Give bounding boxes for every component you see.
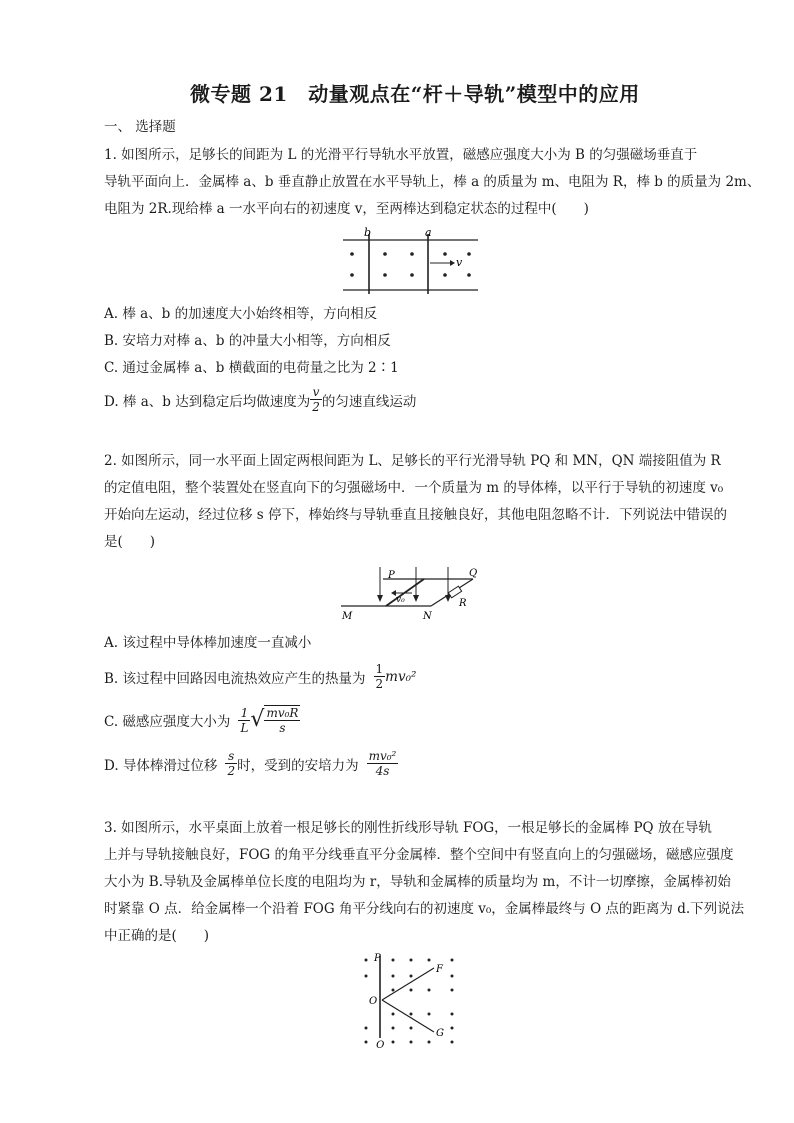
q1-option-d-text: D. 棒 a、b 达到稳定后均做速度为 bbox=[104, 393, 311, 410]
q2-option-a: A. 该过程中导体棒加速度一直减小 bbox=[104, 635, 312, 651]
q2-figure bbox=[338, 565, 488, 623]
q1-option-a: A. 棒 a、b 的加速度大小始终相等，方向相反 bbox=[104, 306, 378, 322]
q2-stem-line-1: 2. 如图所示，同一水平面上固定两根间距为 L、足够长的平行光滑导轨 PQ 和 MN，QN 端接阻值为 R bbox=[104, 453, 721, 469]
svg-text:R: R bbox=[459, 598, 467, 609]
q2-stem-line-2: 的定值电阻，整个装置处在竖直向下的匀强磁场中．一个质量为 m 的导体棒，以平行于导轨的初速度 v₀ bbox=[104, 480, 724, 496]
svg-text:P: P bbox=[388, 570, 395, 581]
q3-stem-line-2: 上并与导轨接触良好，FOG 的角平分线垂直平分金属棒．整个空间中有竖直向上的匀强磁场，磁感应强度 bbox=[104, 847, 734, 863]
q3-stem-line-3: 大小为 B.导轨及金属棒单位长度的电阻均为 r，导轨和金属棒的质量均为 m，不计一切摩擦，金属棒初始 bbox=[104, 874, 731, 890]
page-title: 微专题 21 动量观点在“杆＋导轨”模型中的应用 bbox=[190, 82, 640, 106]
q2-stem-line-4: 是( ) bbox=[104, 534, 156, 550]
q3-stem-line-5: 中正确的是( ) bbox=[104, 928, 210, 944]
q3-figure bbox=[360, 952, 466, 1048]
rod-a-label: a bbox=[425, 226, 432, 239]
q2-option-c-radicand: $\frac{\text{mv₀R}}{s}$ bbox=[266, 706, 299, 735]
q2-option-d-force-fraction: $\frac{\text{mv₀²}}{4s}$ bbox=[368, 749, 397, 778]
section-heading: 一、 选择题 bbox=[104, 119, 176, 135]
svg-text:G: G bbox=[436, 1028, 444, 1039]
q1-stem-line-2: 导轨平面向上．金属棒 a、b 垂直静止放置在水平导轨上，棒 a 的质量为 m、电阻为 R，棒 b 的质量为 2m、 bbox=[104, 174, 761, 190]
svg-text:F: F bbox=[436, 964, 443, 975]
svg-text:M: M bbox=[342, 611, 353, 622]
q1-option-d-fraction: $\frac{v}{2}$ bbox=[312, 385, 320, 414]
q2-option-c-fraction: $\frac{1}{L}$ bbox=[240, 705, 249, 735]
q1-option-b: B. 安培力对棒 a、b 的冲量大小相等，方向相反 bbox=[104, 333, 391, 349]
q2-stem-line-3: 开始向左运动，经过位移 s 停下，棒始终与导轨垂直且接触良好，其他电阻忽略不计．下列说法中错误的 bbox=[104, 507, 728, 523]
q2-option-d-distance-fraction: $\frac{s}{2}$ bbox=[227, 749, 236, 778]
q2-option-c: C. 磁感应强度大小为 $\frac{1}{L}$ √ $\frac{\text{mv₀R}}{s}$ bbox=[104, 705, 299, 735]
svg-text:P: P bbox=[374, 953, 381, 964]
svg-text:Q: Q bbox=[376, 1040, 385, 1048]
svg-text:Q: Q bbox=[469, 568, 478, 579]
q1-option-c: C. 通过金属棒 a、b 横截面的电荷量之比为 2∶1 bbox=[104, 360, 399, 376]
q1-stem-line-3: 电阻为 2R.现给棒 a 一水平向右的初速度 v，至两棒达到稳定状态的过程中( ) bbox=[104, 201, 589, 217]
q2-option-b: B. 该过程中回路因电流热效应产生的热量为 $\frac{1}{2}$ mv₀² bbox=[104, 662, 417, 691]
svg-text:O: O bbox=[369, 996, 378, 1007]
q1-option-d bbox=[104, 385, 416, 414]
q1-figure bbox=[338, 226, 484, 294]
velocity-label: v bbox=[456, 256, 463, 269]
rail-og bbox=[382, 1000, 434, 1032]
q3-stem-line-1: 3. 如图所示，水平桌面上放着一根足够长的刚性折线形导轨 FOG，一根足够长的金属棒 PQ 放在导轨 bbox=[104, 820, 712, 836]
svg-text:v₀: v₀ bbox=[396, 595, 405, 605]
q1-option-d-suffix: 的匀速直线运动 bbox=[321, 393, 417, 410]
q1-stem-line-1: 1. 如图所示，足够长的间距为 L 的光滑平行导轨水平放置，磁感应强度大小为 B 的匀强磁场垂直于 bbox=[104, 147, 698, 163]
q2-option-d: D. 导体棒滑过位移 $\frac{s}{2}$ 时，受到的安培力为 $\frac{\text{mv₀²}}{4s}$ bbox=[104, 749, 397, 778]
rod-b-label: b bbox=[364, 226, 372, 239]
svg-text:N: N bbox=[423, 611, 432, 622]
rail-of bbox=[382, 968, 434, 1000]
q3-stem-line-4: 时紧靠 O 点．给金属棒一个沿着 FOG 角平分线向右的初速度 v₀，金属棒最终与 O 点的距离为 d.下列说法 bbox=[104, 901, 745, 917]
q2-option-b-fraction: $\frac{1}{2}$ bbox=[375, 662, 384, 691]
